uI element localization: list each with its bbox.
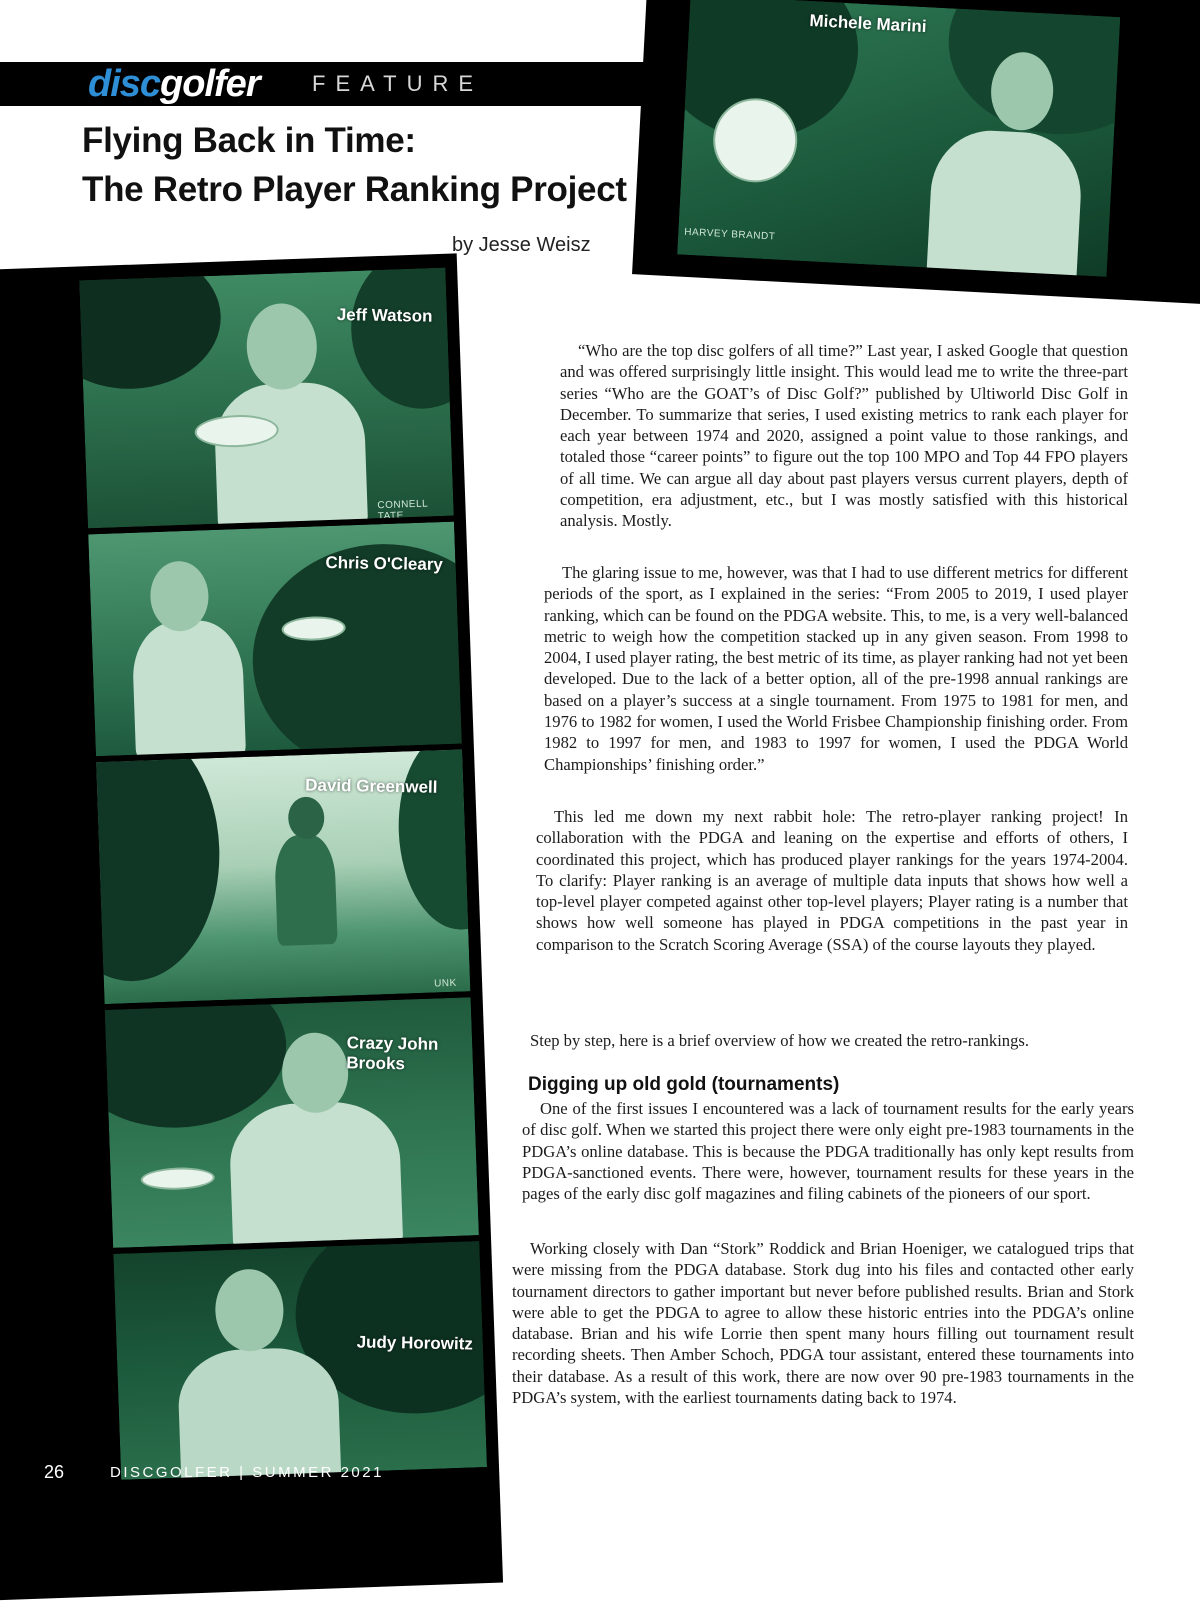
photo-caption-david-greenwell: David Greenwell — [305, 775, 438, 797]
photo-caption-jeff-watson: Jeff Watson — [336, 305, 433, 326]
photo-caption-chris-ocleary: Chris O'Cleary — [325, 553, 444, 575]
paragraph-5: One of the first issues I encountered was a lack of tournament results for the early years of disc golf. When we started this project there were only eight pre-1983 tournaments in the PDGA’s online database. This is because the PDGA traditionally has only kept results from PDGA-sanctioned events. There were, however, tournament results for these years in the pages of the early disc golf magazines and filing cabinets of the pioneers of our sport. — [522, 1099, 1134, 1204]
page-number: 26 — [44, 1462, 65, 1482]
byline: by Jesse Weisz — [452, 234, 591, 256]
photo-credit: HARVEY BRANDT — [684, 226, 776, 243]
title-line-2: The Retro Player Ranking Project — [82, 170, 627, 209]
photo-judy-horowitz — [113, 1241, 487, 1480]
section-heading: Digging up old gold (tournaments) — [528, 1074, 840, 1095]
photo-chris-ocleary — [88, 522, 462, 757]
photo-caption-crazy-john-brooks: Crazy John Brooks — [346, 1033, 439, 1074]
photo-caption-judy-horowitz: Judy Horowitz — [356, 1332, 473, 1354]
photo-david-greenwell — [96, 749, 470, 1004]
article-title — [82, 116, 627, 214]
magazine-issue: DISCGOLFER | SUMMER 2021 — [110, 1464, 384, 1481]
photo-credit: CONNELL TATE — [377, 498, 428, 523]
paragraph-3: This led me down my next rabbit hole: The retro-player ranking project! In collaboration with the PDGA and leaning on the expertise and efforts of others, I coordinated this project, which has produced player rankings for the years 1974-2004. To clarify: Player ranking is an average of multiple data inputs that shows how well a top-level player competed against other top-level players; Player rating is a number that shows how well someone has played in PDGA competitions in the past year in comparison to the Scratch Scoring Average (SSA) of the course layouts they played. — [536, 807, 1128, 954]
photo-caption-michele-marini: Michele Marini — [809, 11, 928, 37]
paragraph-1: “Who are the top disc golfers of all time?” Last year, I asked Google that question and was offered surprisingly little insight. This would lead me to write the three-part series “Who are the GOAT’s of Disc Golf?” published by Ultiworld Disc Golf in December. To summarize that series, I used existing metrics to rank each player for each year between 1974 and 2020, assigned a point value to those rankings, and totaled those “career points” to figure out the top 100 MPO and Top 44 FPO players of all time. We can argue all day about past players versus current players, depth of competition, era adjustment, etc., but I was mostly satisfied with this historical analysis. Mostly. — [560, 341, 1128, 531]
photo-jeff-watson — [79, 268, 453, 529]
photo-strip-frame — [0, 253, 503, 1600]
title-line-1: Flying Back in Time: — [82, 121, 416, 160]
section-label: FEATURE — [312, 71, 484, 96]
paragraph-4: Step by step, here is a brief overview of how we created the retro-rankings. — [530, 1031, 1030, 1050]
photo-credit: UNK — [433, 977, 457, 990]
paragraph-6: Working closely with Dan “Stork” Roddick and Brian Hoeniger, we catalogued trips that were missing from the PDGA database. Stork dug into his files and contacted other early tournament directors to gather important but never before published results. Brian and Stork were able to get the PDGA to agree to allow these historic entries into the PDGA’s online database. Brian and his wife Lorrie then spent many hours filling out tournament result recording sheets. Then Amber Schoch, PDGA tour assistant, entered these tournaments into their database. As a result of this work, there are now over 90 pre-1983 tournaments in the PDGA’s system, with the earliest tournaments dating back to 1974. — [512, 1239, 1134, 1408]
photo-michele-marini — [677, 0, 1120, 277]
top-photo-frame — [632, 0, 1200, 305]
discgolfer-logo: discgolfer — [88, 63, 260, 105]
paragraph-2: The glaring issue to me, however, was that I had to use different metrics for different periods of the sport, as I explained in the series: “From 2005 to 2019, I used player ranking, which can be found on the PDGA website. This, to me, is a very well-balanced metric to weigh how the competition stacked up in any given season. From 1998 to 2004, I used player rating, the best metric of its time, as player ranking had not yet been developed. Due to the lack of a better option, all of the pre-1998 annual rankings are based on a player’s success at a single tournament. From 1975 to 1981 for men, and 1976 to 1982 for women, I used the World Frisbee Championship finishing order. From 1982 to 1997 for men, and 1983 to 1997 for women, I used the PDGA World Championships’ finishing order.” — [544, 563, 1128, 774]
photo-crazy-john-brooks — [105, 997, 479, 1248]
